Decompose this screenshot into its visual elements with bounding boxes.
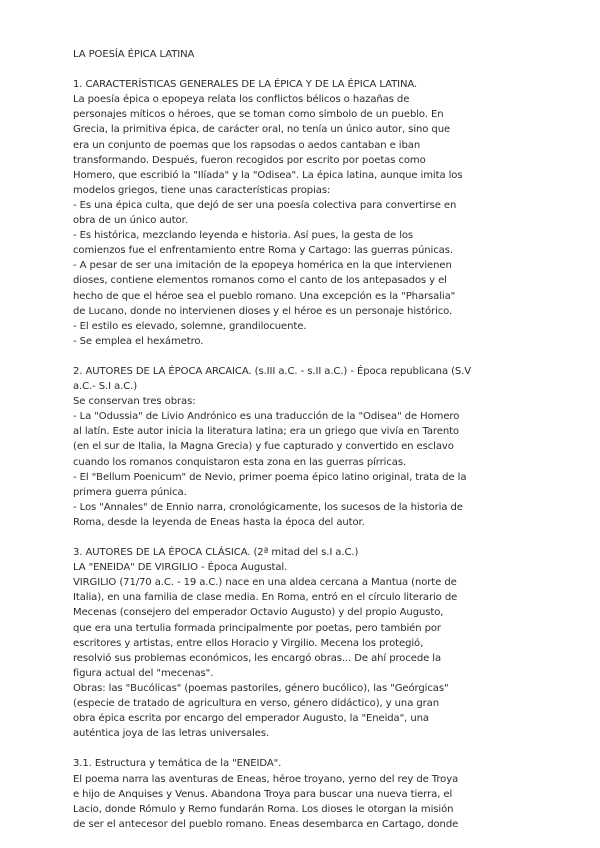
section-3-1-line: El poema narra las aventuras de Eneas, héroe troyano, yerno del rey de Troya	[73, 773, 459, 785]
section-1	[73, 77, 533, 349]
section-1-line: Homero, que escribió la "Ilíada" y la "Odisea". La épica latina, aunque imita los	[73, 169, 463, 181]
section-1-line: - El estilo es elevado, solemne, grandilocuente.	[73, 320, 307, 332]
spacer	[73, 530, 533, 545]
section-1-line: de Lucano, donde no intervienen dioses y el héroe es un personaje histórico.	[73, 305, 453, 317]
section-2-heading: 2. AUTORES DE LA ÉPOCA ARCAICA. (s.III a.C. - s.II a.C.) - Época republicana (S.V	[73, 365, 472, 377]
section-3-line: Obras: las "Bucólicas" (poemas pastoriles, género bucólico), las "Geórgicas"	[73, 682, 449, 694]
document-page	[73, 47, 533, 832]
section-3-line: escritores y artistas, entre ellos Horacio y Virgilio. Mecena los protegió,	[73, 637, 424, 649]
section-1-line: La poesía épica o epopeya relata los conflictos bélicos o hazañas de	[73, 94, 410, 106]
section-2-line: - El "Bellum Poenicum" de Nevio, primer poema épico latino original, trata de la	[73, 471, 467, 483]
section-3-1-line: e hijo de Anquises y Venus. Abandona Troya para buscar una nueva tierra, el	[73, 788, 453, 800]
section-3	[73, 545, 533, 741]
section-2	[73, 364, 533, 530]
section-1-line: personajes míticos o héroes, que se toman como símbolo de un pueblo. En	[73, 109, 444, 121]
section-3-1-heading: 3.1. Estructura y temática de la "ENEIDA".	[73, 758, 282, 770]
section-1-line: Grecia, la primitiva épica, de carácter oral, no tenía un único autor, sino que	[73, 124, 451, 136]
section-1-heading: 1. CARACTERÍSTICAS GENERALES DE LA ÉPICA Y DE LA ÉPICA LATINA.	[73, 79, 418, 91]
section-2-line: a.C.- S.I a.C.)	[73, 381, 138, 393]
document-title: LA POESÍA ÉPICA LATINA	[73, 49, 195, 60]
spacer	[73, 62, 533, 77]
section-3-line: (especie de tratado de agricultura en verso, género didáctico), y una gran	[73, 698, 439, 710]
section-3-subheading: LA "ENEIDA" DE VIRGILIO - Época Augustal.	[73, 562, 288, 574]
section-2-line: Se conservan tres obras:	[73, 396, 196, 408]
section-2-line: - La "Odussia" de Livio Andrónico es una traducción de la "Odisea" de Homero	[73, 411, 460, 423]
section-2-line: al latín. Este autor inicia la literatura latina; era un griego que vivía en Tarento	[73, 426, 459, 438]
section-3-heading: 3. AUTORES DE LA ÉPOCA CLÁSICA. (2ª mitad del s.I a.C.)	[73, 547, 359, 559]
section-1-line: transformando. Después, fueron recogidos por escrito por poetas como	[73, 154, 426, 166]
section-1-line: - Es una épica culta, que dejó de ser una poesía colectiva para convertirse en	[73, 199, 457, 211]
section-2-line: - Los "Annales" de Ennio narra, cronológicamente, los sucesos de la historia de	[73, 501, 463, 513]
section-3-line: figura actual del "mecenas".	[73, 667, 214, 679]
section-3-1	[73, 756, 533, 831]
section-1-line: - Es histórica, mezclando leyenda e historia. Así pues, la gesta de los	[73, 230, 414, 242]
section-1-line: - Se emplea el hexámetro.	[73, 335, 204, 347]
section-3-line: Italia), en una familia de clase media. En Roma, entró en el círculo literario de	[73, 592, 458, 604]
spacer	[73, 349, 533, 364]
section-1-line: modelos griegos, tiene unas características propias:	[73, 184, 331, 196]
section-3-line: auténtica joya de las letras universales.	[73, 728, 270, 740]
section-3-line: que era una tertulia formada principalmente por poetas, pero también por	[73, 622, 441, 634]
section-3-line: Mecenas (consejero del emperador Octavio Augusto) y del propio Augusto,	[73, 607, 444, 619]
spacer	[73, 741, 533, 756]
section-3-1-line: de ser el antecesor del pueblo romano. Eneas desembarca en Cartago, donde	[73, 818, 459, 830]
section-2-line: cuando los romanos conquistaron esta zona en las guerras pírricas.	[73, 456, 407, 468]
section-3-line: VIRGILIO (71/70 a.C. - 19 a.C.) nace en una aldea cercana a Mantua (norte de	[73, 577, 457, 589]
section-1-line: hecho de que el héroe sea el pueblo romano. Una excepción es la "Pharsalia"	[73, 290, 456, 302]
section-3-line: resolvió sus problemas económicos, les encargó obras... De ahí procede la	[73, 652, 442, 664]
section-3-line: obra épica escrita por encargo del emperador Augusto, la "Eneida", una	[73, 713, 429, 725]
section-1-line: comienzos fue el enfrentamiento entre Roma y Cartago: las guerras púnicas.	[73, 245, 453, 257]
section-1-line: era un conjunto de poemas que los rapsodas o aedos cantaban e iban	[73, 139, 421, 151]
section-1-line: obra de un único autor.	[73, 215, 188, 227]
section-2-line: primera guerra púnica.	[73, 486, 187, 498]
section-1-line: - A pesar de ser una imitación de la epopeya homérica en la que intervienen	[73, 260, 452, 272]
section-3-1-line: Lacio, donde Rómulo y Remo fundarán Roma. Los dioses le otorgan la misión	[73, 803, 454, 815]
section-2-line: Roma, desde la leyenda de Eneas hasta la época del autor.	[73, 516, 365, 528]
section-1-line: dioses, contiene elementos romanos como el canto de los antepasados y el	[73, 275, 447, 287]
section-2-line: (en el sur de Italia, la Magna Grecia) y fue capturado y convertido en esclavo	[73, 441, 454, 453]
